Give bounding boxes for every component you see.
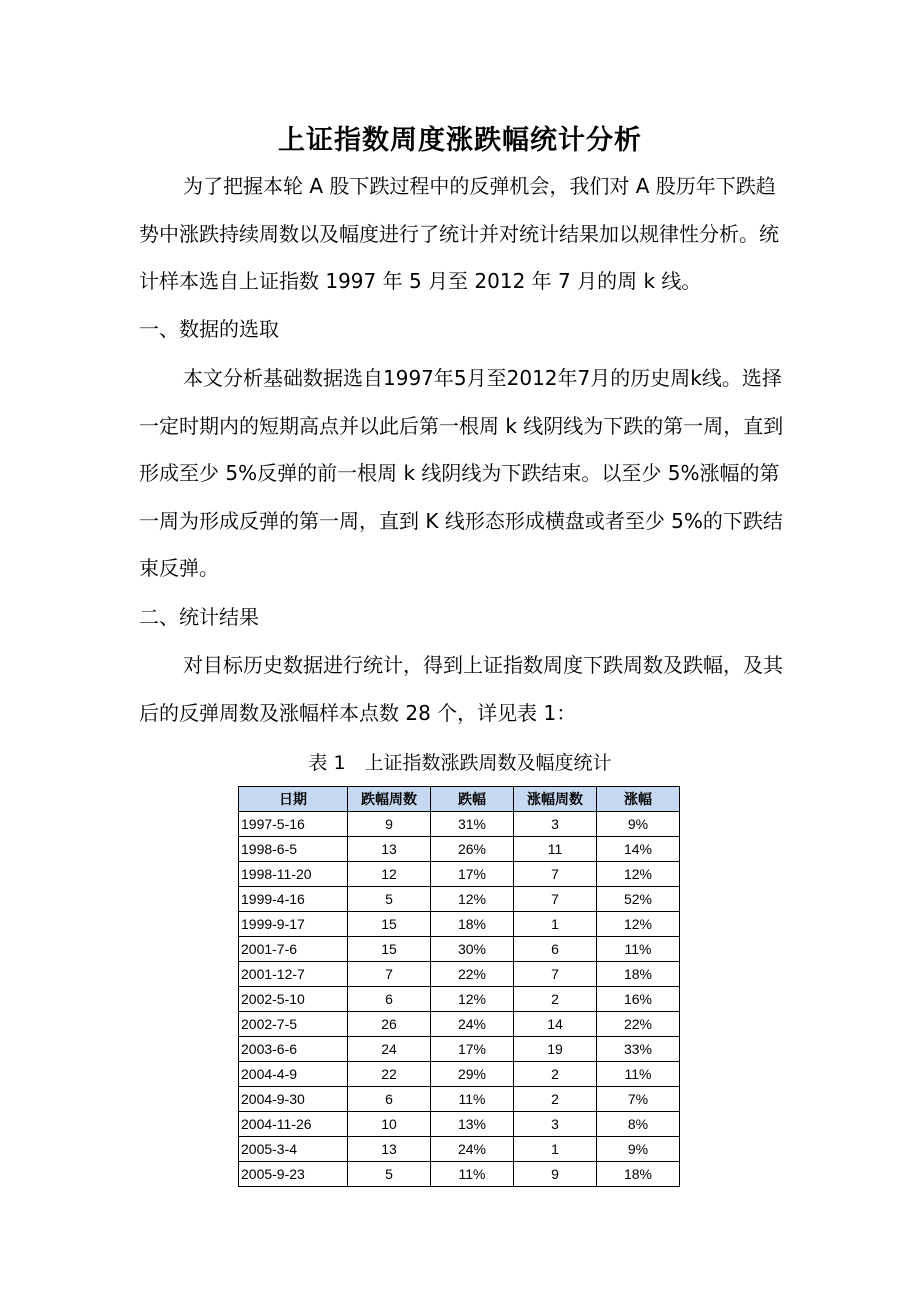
cell-rise-pct: 33% [597, 1037, 680, 1062]
cell-decline-pct: 11% [431, 1087, 514, 1112]
cell-rise-pct: 11% [597, 937, 680, 962]
cell-decline-pct: 24% [431, 1137, 514, 1162]
table-header-row [239, 787, 680, 812]
section1-heading: 一、数据的选取 [139, 317, 279, 341]
cell-rise-weeks: 3 [514, 1112, 597, 1137]
cell-decline-pct: 17% [431, 862, 514, 887]
table-row [239, 887, 680, 912]
cell-decline-pct: 26% [431, 837, 514, 862]
cell-decline-weeks: 13 [348, 837, 431, 862]
cell-rise-weeks: 2 [514, 1087, 597, 1112]
header-date: 日期 [239, 787, 348, 812]
cell-date: 2002-7-5 [239, 1012, 348, 1037]
cell-rise-pct: 52% [597, 887, 680, 912]
cell-decline-weeks: 5 [348, 887, 431, 912]
cell-date: 2005-9-23 [239, 1162, 348, 1187]
cell-rise-pct: 8% [597, 1112, 680, 1137]
table-row [239, 812, 680, 837]
cell-decline-pct: 31% [431, 812, 514, 837]
cell-decline-pct: 17% [431, 1037, 514, 1062]
cell-decline-weeks: 22 [348, 1062, 431, 1087]
cell-rise-weeks: 2 [514, 1062, 597, 1087]
table-row [239, 962, 680, 987]
cell-decline-weeks: 13 [348, 1137, 431, 1162]
cell-decline-weeks: 26 [348, 1012, 431, 1037]
cell-rise-pct: 18% [597, 962, 680, 987]
cell-rise-weeks: 9 [514, 1162, 597, 1187]
cell-rise-pct: 18% [597, 1162, 680, 1187]
cell-rise-pct: 22% [597, 1012, 680, 1037]
cell-decline-pct: 12% [431, 987, 514, 1012]
table-row [239, 1162, 680, 1187]
cell-date: 1998-11-20 [239, 862, 348, 887]
table-row [239, 1012, 680, 1037]
cell-decline-weeks: 7 [348, 962, 431, 987]
cell-date: 2001-7-6 [239, 937, 348, 962]
header-rise-pct: 涨幅 [597, 787, 680, 812]
cell-decline-pct: 13% [431, 1112, 514, 1137]
cell-date: 1999-9-17 [239, 912, 348, 937]
header-rise-weeks: 涨幅周数 [514, 787, 597, 812]
cell-rise-weeks: 1 [514, 1137, 597, 1162]
cell-decline-weeks: 5 [348, 1162, 431, 1187]
table-row [239, 987, 680, 1012]
cell-decline-pct: 29% [431, 1062, 514, 1087]
intro-paragraph: 为了把握本轮 A 股下跌过程中的反弹机会，我们对 A 股历年下跌趋势中涨跌持续周数以及幅度进行了统计并对统计结果加以规律性分析。统计样本选自上证指数 1997 年 5 月至 2012 年 7 月的周 k 线。 [139, 174, 779, 293]
cell-date: 2004-11-26 [239, 1112, 348, 1137]
cell-decline-weeks: 6 [348, 1087, 431, 1112]
cell-date: 1998-6-5 [239, 837, 348, 862]
cell-rise-weeks: 7 [514, 962, 597, 987]
table-row [239, 837, 680, 862]
cell-rise-weeks: 2 [514, 987, 597, 1012]
table-caption: 表 1 上证指数涨跌周数及幅度统计 [308, 752, 612, 774]
cell-rise-pct: 9% [597, 1137, 680, 1162]
header-decline-weeks: 跌幅周数 [348, 787, 431, 812]
cell-rise-weeks: 6 [514, 937, 597, 962]
cell-rise-pct: 12% [597, 912, 680, 937]
doc-title: 上证指数周度涨跌幅统计分析 [278, 125, 642, 156]
cell-date: 1999-4-16 [239, 887, 348, 912]
cell-rise-weeks: 19 [514, 1037, 597, 1062]
cell-decline-pct: 22% [431, 962, 514, 987]
cell-rise-weeks: 7 [514, 887, 597, 912]
cell-rise-weeks: 14 [514, 1012, 597, 1037]
cell-decline-weeks: 15 [348, 912, 431, 937]
section2-heading: 二、统计结果 [139, 605, 259, 629]
table-body [239, 812, 680, 1187]
cell-date: 2004-9-30 [239, 1087, 348, 1112]
table-row [239, 1137, 680, 1162]
cell-decline-weeks: 24 [348, 1037, 431, 1062]
cell-rise-pct: 16% [597, 987, 680, 1012]
table-row [239, 1062, 680, 1087]
cell-rise-weeks: 11 [514, 837, 597, 862]
cell-decline-pct: 24% [431, 1012, 514, 1037]
table-row [239, 937, 680, 962]
cell-rise-weeks: 1 [514, 912, 597, 937]
cell-date: 1997-5-16 [239, 812, 348, 837]
cell-decline-weeks: 15 [348, 937, 431, 962]
cell-decline-pct: 11% [431, 1162, 514, 1187]
cell-decline-pct: 12% [431, 887, 514, 912]
cell-rise-pct: 12% [597, 862, 680, 887]
table-row [239, 862, 680, 887]
cell-date: 2003-6-6 [239, 1037, 348, 1062]
cell-decline-weeks: 9 [348, 812, 431, 837]
header-decline-pct: 跌幅 [431, 787, 514, 812]
cell-decline-weeks: 6 [348, 987, 431, 1012]
cell-decline-pct: 30% [431, 937, 514, 962]
cell-rise-pct: 11% [597, 1062, 680, 1087]
cell-rise-weeks: 3 [514, 812, 597, 837]
stats-table [238, 786, 680, 1187]
cell-rise-pct: 14% [597, 837, 680, 862]
table-row [239, 1087, 680, 1112]
cell-decline-pct: 18% [431, 912, 514, 937]
table-row [239, 1112, 680, 1137]
cell-decline-weeks: 10 [348, 1112, 431, 1137]
section1-paragraph: 本文分析基础数据选自1997年5月至2012年7月的历史周k线。选择一定时期内的短期高点并以此后第一根周 k 线阴线为下跌的第一周，直到形成至少 5%反弹的前一根周 k 线阴线为下跌结束。以至少 5%涨幅的第一周为形成反弹的第一周，直到 K 线形态形成横盘或者至少 5%的下跌结束反弹。 [139, 366, 784, 580]
cell-decline-weeks: 12 [348, 862, 431, 887]
cell-date: 2001-12-7 [239, 962, 348, 987]
table-row [239, 912, 680, 937]
table-row [239, 1037, 680, 1062]
cell-rise-weeks: 7 [514, 862, 597, 887]
cell-rise-pct: 7% [597, 1087, 680, 1112]
cell-date: 2005-3-4 [239, 1137, 348, 1162]
cell-date: 2002-5-10 [239, 987, 348, 1012]
section2-paragraph: 对目标历史数据进行统计，得到上证指数周度下跌周数及跌幅，及其后的反弹周数及涨幅样本点数 28 个，详见表 1： [139, 653, 783, 725]
cell-date: 2004-4-9 [239, 1062, 348, 1087]
cell-rise-pct: 9% [597, 812, 680, 837]
